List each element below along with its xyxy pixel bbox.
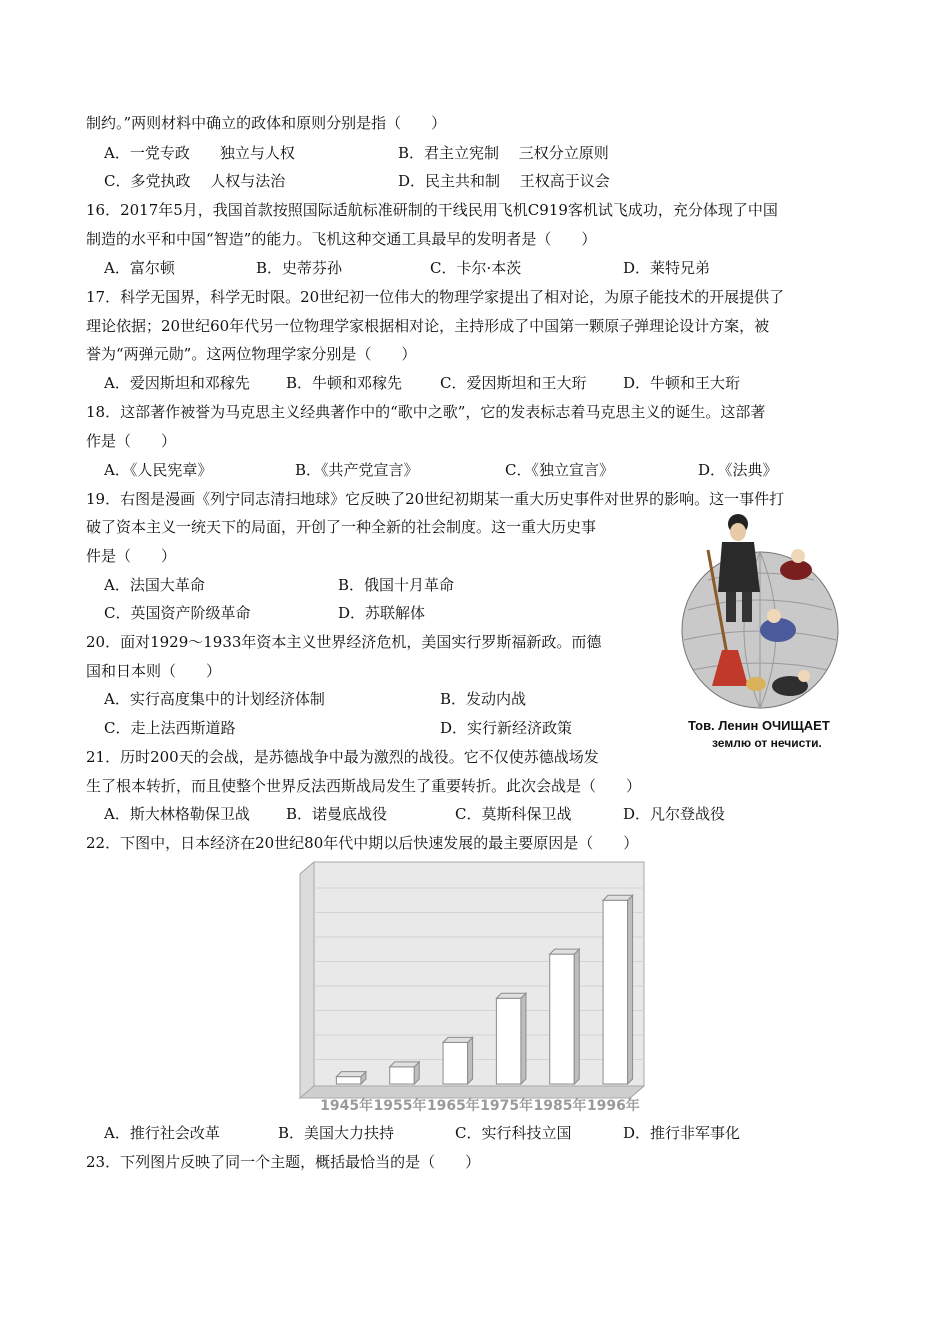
- q17-option-b[interactable]: B．牛顿和邓稼先: [286, 374, 403, 392]
- q16-option-b[interactable]: B．史蒂芬孙: [256, 259, 343, 277]
- q20-stem-line1: 20．面对1929～1933年资本主义世界经济危机，美国实行罗斯福新政。而德: [86, 633, 602, 651]
- q20-option-d[interactable]: D．实行新经济政策: [440, 719, 573, 737]
- q18-option-b[interactable]: B．《共产党宣言》: [295, 461, 419, 479]
- q17-option-c[interactable]: C．爱因斯坦和王大珩: [440, 374, 587, 392]
- q19-stem-line2: 破了资本主义一统天下的局面，开创了一种全新的社会制度。这一重大历史事: [86, 518, 597, 536]
- x-tick-label: 1975年: [480, 1098, 534, 1114]
- q20-option-c[interactable]: C．走上法西斯道路: [104, 719, 236, 737]
- bar-front: [336, 1077, 361, 1084]
- bar-side: [628, 895, 633, 1084]
- q16-stem-line1: 16．2017年5月，我国首款按照国际适航标准研制的干线民用飞机C919客机试飞成功，充分体现了中国: [86, 201, 778, 219]
- q15-stem: 制约。”两则材料中确立的政体和原则分别是指（ ）: [86, 114, 447, 132]
- q19-option-d[interactable]: D．苏联解体: [338, 604, 426, 622]
- q22-option-b[interactable]: B．美国大力扶持: [278, 1124, 395, 1142]
- q17-option-d[interactable]: D．牛顿和王大珩: [623, 374, 741, 392]
- bar-chart-svg: [298, 858, 648, 1114]
- q16-option-d[interactable]: D．莱特兄弟: [623, 259, 711, 277]
- q20-option-b[interactable]: B．发动内战: [440, 690, 527, 708]
- q16-option-c[interactable]: C．卡尔·本茨: [430, 259, 522, 277]
- q22-option-c[interactable]: C．实行科技立国: [455, 1124, 572, 1142]
- q22-stem: 22．下图中，日本经济在20世纪80年代中期以后快速发展的最主要原因是（ ）: [86, 834, 639, 852]
- q16-stem-line2: 制造的水平和中国“智造”的能力。飞机这种交通工具最早的发明者是（ ）: [86, 230, 597, 248]
- q15-option-c[interactable]: C．多党执政 人权与法治: [104, 172, 286, 190]
- chart-back-wall: [314, 862, 644, 1086]
- bar-front: [496, 998, 521, 1084]
- bar-1965年: [443, 1037, 473, 1084]
- q21-option-b[interactable]: B．诺曼底战役: [286, 805, 388, 823]
- q21-option-c[interactable]: C．莫斯科保卫战: [455, 805, 572, 823]
- bar-side: [468, 1037, 473, 1084]
- q19-option-b[interactable]: B．俄国十月革命: [338, 576, 455, 594]
- q18-stem-line1: 18．这部著作被誉为马克思主义经典著作中的“歌中之歌”，它的发表标志着马克思主义的诞生。这部著: [86, 403, 766, 421]
- q18-option-d[interactable]: D．《法典》: [698, 461, 778, 479]
- bar-side: [574, 949, 579, 1084]
- chart-floor: [300, 1086, 644, 1098]
- q21-stem-line1: 21．历时200天的会战，是苏德战争中最为激烈的战役。它不仅使苏德战场发: [86, 748, 599, 766]
- q17-stem-line2: 理论依据；20世纪60年代另一位物理学家根据相对论，主持形成了中国第一颗原子弹理论设计方案，被: [86, 317, 770, 335]
- bar-front: [390, 1067, 415, 1084]
- x-tick-label: 1955年: [373, 1098, 427, 1114]
- q18-option-a[interactable]: A．《人民宪章》: [104, 461, 213, 479]
- bar-front: [550, 954, 575, 1084]
- chart-side-wall: [300, 862, 314, 1098]
- q17-stem-line1: 17．科学无国界，科学无时限。20世纪初一位伟大的物理学家提出了相对论，为原子能技术的开展提供了: [86, 288, 785, 306]
- x-tick-label: 1985年: [533, 1098, 587, 1114]
- q16-option-a[interactable]: A．富尔顿: [104, 259, 175, 277]
- bar-front: [443, 1042, 468, 1084]
- q19-stem-line3: 件是（ ）: [86, 547, 177, 565]
- q21-option-a[interactable]: A．斯大林格勒保卫战: [104, 805, 250, 823]
- bar-1996年: [603, 895, 633, 1084]
- bar-top: [390, 1062, 420, 1067]
- q20-stem-line2: 国和日本则（ ）: [86, 662, 222, 680]
- q17-stem-line3: 誉为“两弹元勋”。这两位物理学家分别是（ ）: [86, 345, 417, 363]
- bar-side: [521, 993, 526, 1084]
- q15-option-d[interactable]: D．民主共和制 王权高于议会: [398, 172, 610, 190]
- bar-top: [550, 949, 580, 954]
- cartoon-caption-line1: Тов. Ленин ОЧИЩАЕТ: [688, 718, 830, 733]
- q19-option-a[interactable]: A．法国大革命: [104, 576, 205, 594]
- q22-option-a[interactable]: A．推行社会改革: [104, 1124, 220, 1142]
- bar-1985年: [550, 949, 580, 1084]
- q19-stem-line1: 19．右图是漫画《列宁同志清扫地球》它反映了20世纪初期某一重大历史事件对世界的影响。这一事件打: [86, 490, 785, 508]
- bar-1975年: [496, 993, 526, 1084]
- x-tick-label: 1996年: [586, 1098, 640, 1114]
- bar-1945年: [336, 1072, 366, 1084]
- lenin-cartoon: [678, 510, 856, 756]
- q18-option-c[interactable]: C．《独立宣言》: [505, 461, 614, 479]
- bar-top: [443, 1037, 473, 1042]
- bar-top: [496, 993, 526, 998]
- q15-option-a[interactable]: A．一党专政 独立与人权: [104, 144, 295, 162]
- bar-top: [336, 1072, 366, 1077]
- x-tick-label: 1945年: [320, 1098, 374, 1114]
- bar-1955年: [390, 1062, 420, 1084]
- q19-option-c[interactable]: C．英国资产阶级革命: [104, 604, 251, 622]
- q21-stem-line2: 生了根本转折，而且使整个世界反法西斯战局发生了重要转折。此次会战是（ ）: [86, 777, 642, 795]
- q21-option-d[interactable]: D．凡尔登战役: [623, 805, 726, 823]
- bar-top: [603, 895, 633, 900]
- x-tick-label: 1965年: [426, 1098, 480, 1114]
- q22-option-d[interactable]: D．推行非军事化: [623, 1124, 741, 1142]
- q17-option-a[interactable]: A．爱因斯坦和邓稼先: [104, 374, 250, 392]
- q20-option-a[interactable]: A．实行高度集中的计划经济体制: [104, 690, 325, 708]
- japan-economy-bar-chart: [298, 858, 648, 1114]
- cartoon-caption-line2: землю от нечисти.: [712, 736, 822, 750]
- q18-stem-line2: 作是（ ）: [86, 432, 177, 450]
- q23-stem: 23．下列图片反映了同一个主题，概括最恰当的是（ ）: [86, 1153, 481, 1171]
- q15-option-b[interactable]: B．君主立宪制 三权分立原则: [398, 144, 609, 162]
- bar-front: [603, 900, 628, 1084]
